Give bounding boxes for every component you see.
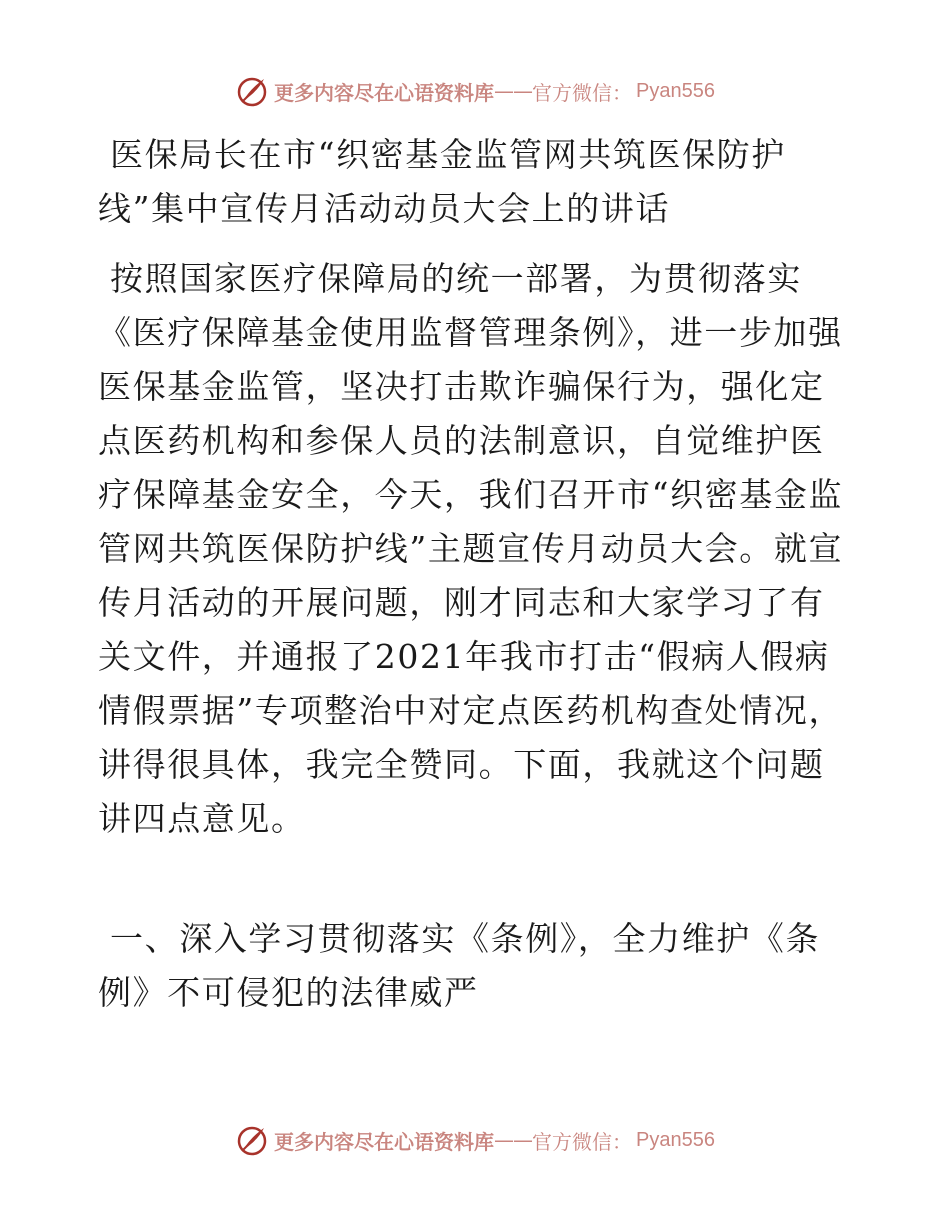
quill-logo-icon	[236, 75, 268, 107]
banner-site-name: 更多内容尽在心语资料库	[274, 1129, 494, 1154]
banner-site-name: 更多内容尽在心语资料库	[274, 80, 494, 105]
paragraph-text: 按照国家医疗保障局的统一部署，为贯彻落实《医疗保障基金使用监督管理条例》，进一步加强医保基金监管，坚决打击欺诈骗保行为，强化定点医药机构和参保人员的法制意识，自觉维护医疗保障基金安全，今天，我们召开市“织密基金监管网共筑医保防护线”主题宣传月动员大会。就宣传月活动的开展问题，刚才同志和大家学习了有关文件，并通报了2021年我市打击“假病人假病情假票据”专项整治中对定点医药机构查处情况，讲得很具体，我完全赞同。下面，我就这个问题讲四点意见。	[98, 259, 844, 838]
banner-wechat-label: 官方微信：	[532, 1129, 632, 1154]
section-heading	[98, 912, 858, 1020]
quill-logo-icon	[236, 1124, 268, 1156]
banner-separator: ——	[494, 79, 532, 103]
document-title-text: 医保局长在市“织密基金监管网共筑医保防护线”集中宣传月活动动员大会上的讲话	[98, 135, 786, 228]
footer-banner	[236, 1123, 715, 1157]
banner-wechat-id: Pyan556	[636, 79, 715, 102]
document-title	[98, 128, 858, 236]
header-banner	[236, 74, 715, 108]
banner-separator: ——	[494, 1128, 532, 1152]
section-heading-text: 一、深入学习贯彻落实《条例》，全力维护《条例》不可侵犯的法律威严	[98, 919, 821, 1012]
banner-wechat-label: 官方微信：	[532, 80, 632, 105]
banner-wechat-id: Pyan556	[636, 1128, 715, 1151]
body-paragraph	[98, 252, 858, 846]
